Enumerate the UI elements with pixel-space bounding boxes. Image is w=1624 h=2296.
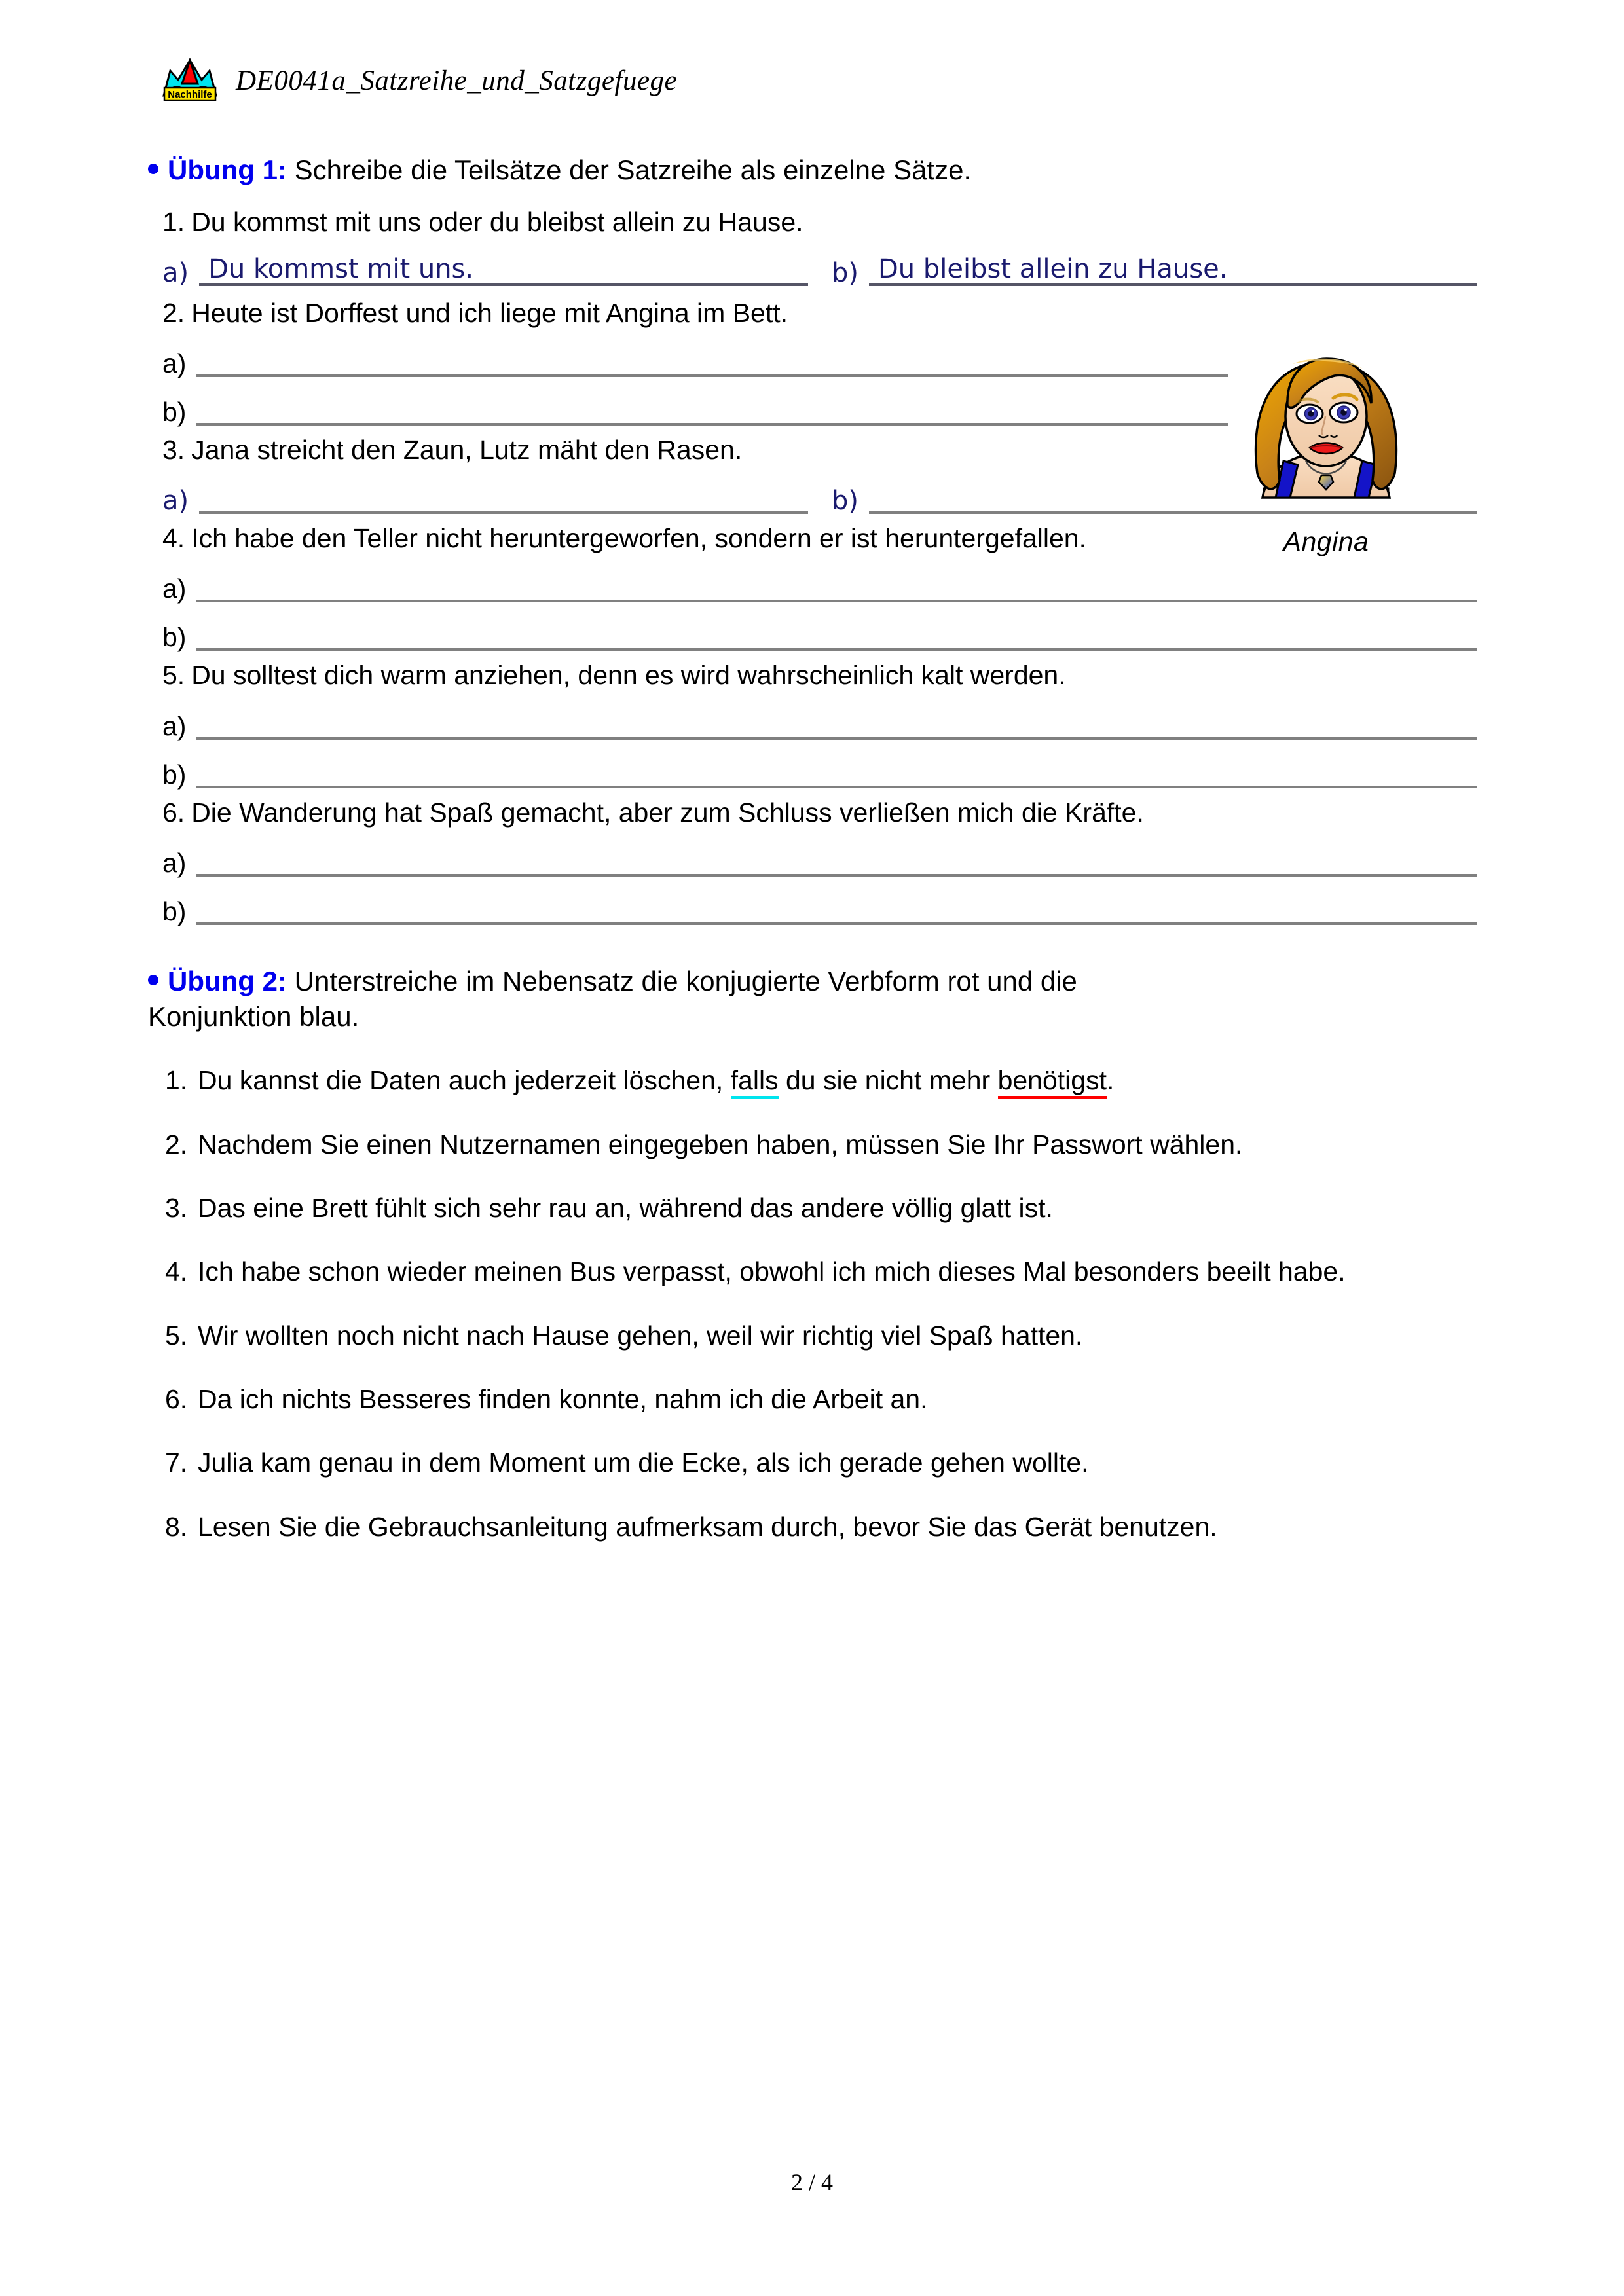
ex2-item-6 bbox=[148, 1382, 1477, 1417]
q6-sentence bbox=[148, 797, 1477, 828]
exercise1-heading bbox=[148, 152, 1477, 189]
page-header bbox=[162, 58, 677, 103]
q1-answer-a bbox=[162, 255, 808, 286]
q3-label-a: a) bbox=[162, 486, 189, 517]
ex2-text-5: Wir wollten noch nicht nach Hause gehen, weil wir richtig viel Spaß hatten. bbox=[198, 1320, 1083, 1351]
q3-number: 3. bbox=[162, 435, 185, 465]
bullet-icon-2 bbox=[148, 975, 158, 985]
q2-number: 2. bbox=[162, 298, 185, 328]
ex2-num-8: 8. bbox=[165, 1511, 188, 1542]
q2-label-a: a) bbox=[162, 348, 187, 379]
q4-line-b[interactable] bbox=[196, 619, 1477, 651]
q3-answer-row bbox=[148, 483, 1477, 517]
page-number: 2 / 4 bbox=[790, 2169, 833, 2195]
q3-label-b: b) bbox=[832, 486, 858, 517]
q1-sentence bbox=[148, 207, 1477, 238]
q3-line-a[interactable] bbox=[199, 483, 808, 514]
q5-label-b: b) bbox=[162, 759, 187, 790]
q1-label-a: a) bbox=[162, 258, 189, 288]
q6-answer-row-a bbox=[148, 845, 1477, 877]
ex2-item-8 bbox=[148, 1510, 1477, 1544]
q4-answer-row-a bbox=[148, 571, 1477, 602]
q2-line-a[interactable] bbox=[196, 346, 1228, 377]
q5-sentence bbox=[148, 660, 1477, 691]
ex2-num-4: 4. bbox=[165, 1256, 188, 1287]
ex2-text-8: Lesen Sie die Gebrauchsanleitung aufmerksam durch, bevor Sie das Gerät benutzen. bbox=[198, 1511, 1217, 1542]
exercise2-instruction-wrap bbox=[148, 998, 1477, 1035]
q3-answer-a bbox=[162, 483, 808, 517]
ex2-num-1: 1. bbox=[165, 1065, 188, 1096]
ex2-text-7: Julia kam genau in dem Moment um die Ecke, als ich gerade gehen wollte. bbox=[198, 1448, 1089, 1478]
ex2-num-2: 2. bbox=[165, 1129, 188, 1159]
ex2-text-1 bbox=[198, 1063, 1477, 1098]
document-title: DE0041a_Satzreihe_und_Satzgefuege bbox=[236, 65, 678, 96]
ex2-num-5: 5. bbox=[165, 1320, 188, 1351]
ex2-num-7: 7. bbox=[165, 1448, 188, 1478]
ex2-item-4 bbox=[148, 1254, 1477, 1289]
figure-caption: Angina bbox=[1283, 526, 1369, 556]
page-footer bbox=[0, 2168, 1624, 2196]
q5-label-a: a) bbox=[162, 710, 187, 741]
q4-sentence bbox=[148, 523, 1477, 554]
exercise1-instruction: Schreibe die Teilsätze der Satzreihe als einzelne Sätze. bbox=[294, 155, 972, 185]
exercise1-label: Übung 1: bbox=[168, 155, 287, 185]
exercise2-heading bbox=[148, 963, 1477, 1000]
q4-text: Ich habe den Teller nicht heruntergeworfen, sondern er ist heruntergefallen. bbox=[191, 523, 1086, 554]
ex2-num-6: 6. bbox=[165, 1383, 188, 1414]
q5-line-b[interactable] bbox=[196, 757, 1477, 788]
bullet-icon bbox=[148, 164, 158, 174]
q2-text: Heute ist Dorffest und ich liege mit Angina im Bett. bbox=[191, 298, 788, 328]
q5-answer-row-a bbox=[148, 708, 1477, 740]
q1-answer-row bbox=[148, 255, 1477, 286]
q1-text: Du kommst mit uns oder du bleibst allein zu Hause. bbox=[191, 206, 803, 237]
ex2-num-3: 3. bbox=[165, 1193, 188, 1224]
exercise2-instruction-line1: Unterstreiche im Nebensatz die konjugierte Verbform rot und die bbox=[294, 965, 1077, 996]
ex2-1-post: . bbox=[1106, 1065, 1115, 1096]
q1-written-a: Du kommst mit uns. bbox=[208, 254, 474, 284]
exercise2-instruction-line2: Konjunktion blau. bbox=[148, 1000, 360, 1032]
q1-label-b: b) bbox=[832, 258, 858, 288]
nachhilfe-logo-icon bbox=[162, 58, 217, 103]
q6-label-b: b) bbox=[162, 896, 187, 926]
q2-label-b: b) bbox=[162, 397, 187, 428]
q3-line-b[interactable] bbox=[869, 483, 1477, 514]
ex2-1-pre: Du kannst die Daten auch jederzeit löschen, bbox=[198, 1065, 731, 1096]
q2-answer-row-a bbox=[148, 346, 1477, 377]
exercise2-label: Übung 2: bbox=[168, 965, 287, 996]
ex2-text-6: Da ich nichts Besseres finden konnte, nahm ich die Arbeit an. bbox=[198, 1383, 928, 1414]
q6-label-a: a) bbox=[162, 847, 187, 878]
q1-number: 1. bbox=[162, 206, 185, 237]
q4-number: 4. bbox=[162, 523, 185, 554]
q6-line-b[interactable] bbox=[196, 894, 1477, 925]
q6-answer-row-b bbox=[148, 894, 1477, 925]
q6-line-a[interactable] bbox=[196, 845, 1477, 877]
ex2-item-5 bbox=[148, 1319, 1477, 1353]
q6-number: 6. bbox=[162, 797, 185, 828]
q5-number: 5. bbox=[162, 660, 185, 691]
q4-line-a[interactable] bbox=[196, 571, 1477, 602]
ex2-item-2 bbox=[148, 1127, 1477, 1162]
q1-line-a[interactable] bbox=[199, 255, 808, 286]
q5-line-a[interactable] bbox=[196, 708, 1477, 740]
q6-text: Die Wanderung hat Spaß gemacht, aber zum Schluss verließen mich die Kräfte. bbox=[191, 797, 1144, 828]
q3-sentence bbox=[148, 435, 1477, 465]
svg-text:Nachhilfe: Nachhilfe bbox=[168, 89, 212, 100]
q1-written-b: Du bleibst allein zu Hause. bbox=[878, 254, 1228, 284]
q5-answer-row-b bbox=[148, 757, 1477, 788]
q4-label-b: b) bbox=[162, 622, 187, 653]
ex2-1-conjunction: falls bbox=[731, 1065, 779, 1099]
q1-line-b[interactable] bbox=[869, 255, 1477, 286]
q4-answer-row-b bbox=[148, 619, 1477, 651]
q4-label-a: a) bbox=[162, 574, 187, 604]
ex2-item-1 bbox=[148, 1063, 1477, 1098]
ex2-1-mid: du sie nicht mehr bbox=[778, 1065, 998, 1096]
q1-answer-b bbox=[832, 255, 1477, 286]
q3-answer-b bbox=[832, 483, 1477, 517]
ex2-1-verb: benötigst bbox=[998, 1065, 1107, 1099]
worksheet-content bbox=[148, 152, 1477, 1544]
ex2-item-7 bbox=[148, 1446, 1477, 1480]
q2-line-b[interactable] bbox=[196, 394, 1228, 426]
q2-answer-row-b bbox=[148, 394, 1477, 426]
q2-sentence bbox=[148, 298, 1477, 329]
q3-text: Jana streicht den Zaun, Lutz mäht den Rasen. bbox=[191, 435, 743, 465]
ex2-text-3: Das eine Brett fühlt sich sehr rau an, während das andere völlig glatt ist. bbox=[198, 1193, 1053, 1224]
exercise2-list bbox=[148, 1063, 1477, 1544]
q5-text: Du solltest dich warm anziehen, denn es wird wahrscheinlich kalt werden. bbox=[191, 660, 1066, 691]
ex2-text-4: Ich habe schon wieder meinen Bus verpasst, obwohl ich mich dieses Mal besonders beeilt habe. bbox=[198, 1256, 1346, 1287]
ex2-text-2: Nachdem Sie einen Nutzernamen eingegeben haben, müssen Sie Ihr Passwort wählen. bbox=[198, 1129, 1243, 1159]
ex2-item-3 bbox=[148, 1191, 1477, 1226]
